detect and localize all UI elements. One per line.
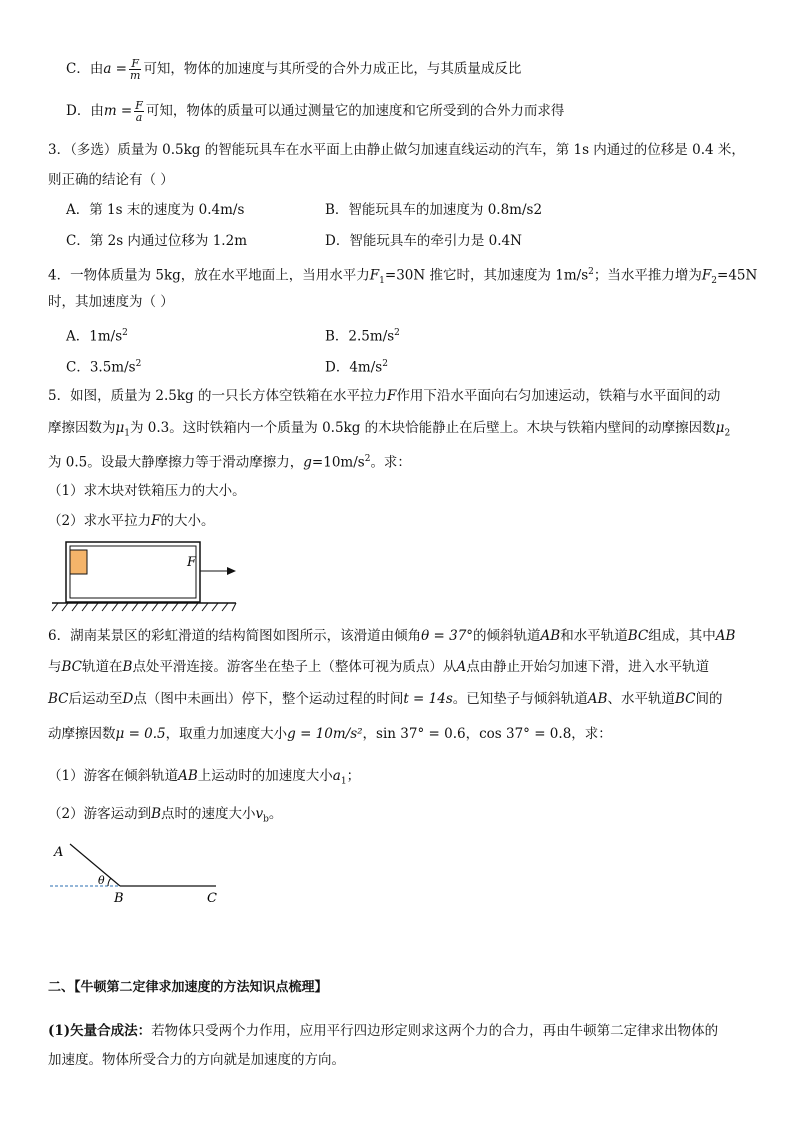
q4-stem-line1: 4．一物体质量为 5kg，放在水平地面上，当用水平力$F_1=30N$ 推它时，其加速度为 $1m/s^2$；当水平推力增为$F_2=45N$ bbox=[48, 267, 758, 287]
label-theta: θ bbox=[98, 874, 105, 887]
force-arrowhead bbox=[227, 567, 236, 575]
q6-stem-line2: 与BC轨道在B点处平滑连接。游客坐在垫子上（整体可视为质点）从A点由静止开始匀加速下滑，进入水平轨道 bbox=[48, 659, 710, 675]
iron-box-inner bbox=[70, 546, 196, 598]
label-a: A bbox=[54, 845, 64, 860]
label-b: B bbox=[114, 891, 124, 906]
q4-stem-line2: 时，其加速度为（ ） bbox=[48, 294, 174, 310]
q3-stem-line2: 则正确的结论有（ ） bbox=[48, 172, 174, 188]
label-c: C bbox=[207, 891, 217, 906]
method1-line2: 加速度。物体所受合力的方向就是加速度的方向。 bbox=[48, 1052, 345, 1068]
q6-stem-line3: BC后运动至D点（图中未画出）停下，整个运动过程的时间t = 14s。已知垫子与倾斜轨道AB、水平轨道BC间的 bbox=[48, 691, 723, 707]
q4-option-c: C．$3.5m/s^2$ bbox=[66, 359, 142, 376]
q5-stem-line3: 为 0.5。设最大静摩擦力等于滑动摩擦力，$g=10m/s^2$。求： bbox=[48, 454, 411, 471]
section2-title: 二、【牛顿第二定律求加速度的方法知识点梳理】 bbox=[48, 980, 328, 995]
q3-option-b: B．智能玩具车的加速度为 0.8m/s2 bbox=[325, 202, 543, 218]
q6-stem-line1: 6．湖南某景区的彩虹滑道的结构简图如图所示，该滑道由倾角θ = 37°的倾斜轨道AB和水平轨道BC组成，其中AB bbox=[48, 628, 736, 644]
q3-stem-line1: 3．（多选）质量为 0.5kg 的智能玩具车在水平面上由静止做匀加速直线运动的汽车，第 1s 内通过的位移是 0.4 米， bbox=[48, 142, 745, 158]
q4-option-b: B．$2.5m/s^2$ bbox=[325, 328, 400, 345]
wooden-block bbox=[70, 550, 87, 574]
incline-ab bbox=[70, 844, 120, 886]
angle-arc bbox=[108, 878, 111, 886]
q6-stem-line4: 动摩擦因数μ = 0.5，取重力加速度大小g = 10m/s²，sin 37° = 0.6，cos 37° = 0.8，求： bbox=[48, 726, 612, 742]
q4-option-d: D．$4m/s^2$ bbox=[325, 359, 388, 376]
q5-part1: （1）求木块对铁箱压力的大小。 bbox=[48, 483, 246, 499]
ground-hatching bbox=[52, 603, 236, 611]
q6-slide-figure bbox=[40, 836, 230, 908]
q5-stem-line1: 5．如图，质量为 2.5kg 的一只长方体空铁箱在水平拉力F作用下沿水平面向右匀加速运动，铁箱与水平面间的动 bbox=[48, 388, 721, 404]
q6-part2: （2）游客运动到B点时的速度大小$v_b$。 bbox=[48, 806, 283, 825]
force-label: F bbox=[187, 555, 197, 570]
q4-option-a: A．$1m/s^2$ bbox=[66, 328, 128, 345]
q6-part1: （1）游客在倾斜轨道AB上运动时的加速度大小$a_1$； bbox=[48, 768, 361, 787]
q5-iron-box-figure bbox=[44, 538, 244, 618]
q2-option-c: C．由a = $\frac{F}{m}$ 可知，物体的加速度与其所受的合外力成正比，与其质量成反比 bbox=[66, 57, 522, 82]
q3-option-c: C．第 2s 内通过位移为 1.2m bbox=[66, 233, 247, 249]
fraction: $\frac{F}{a}$ bbox=[135, 99, 143, 124]
q3-option-d: D．智能玩具车的牵引力是 0.4N bbox=[325, 233, 522, 249]
fraction: $\frac{F}{m}$ bbox=[130, 57, 141, 82]
method1-line1: (1)矢量合成法：若物体只受两个力作用，应用平行四边形定则求这两个力的合力，再由牛顿第二定律求出物体的 bbox=[48, 1023, 719, 1039]
q2-option-d: D．由m = $\frac{F}{a}$ 可知，物体的质量可以通过测量它的加速度和它所受到的合外力而求得 bbox=[66, 99, 565, 124]
q5-part2: （2）求水平拉力F的大小。 bbox=[48, 513, 215, 529]
q5-stem-line2: 摩擦因数为$\mu_1$为 0.3。这时铁箱内一个质量为 0.5kg 的木块恰能静止在后壁上。木块与铁箱内壁间的动摩擦因数$\mu_2$ bbox=[48, 420, 731, 439]
q3-option-a: A．第 1s 末的速度为 0.4m/s bbox=[66, 202, 245, 218]
